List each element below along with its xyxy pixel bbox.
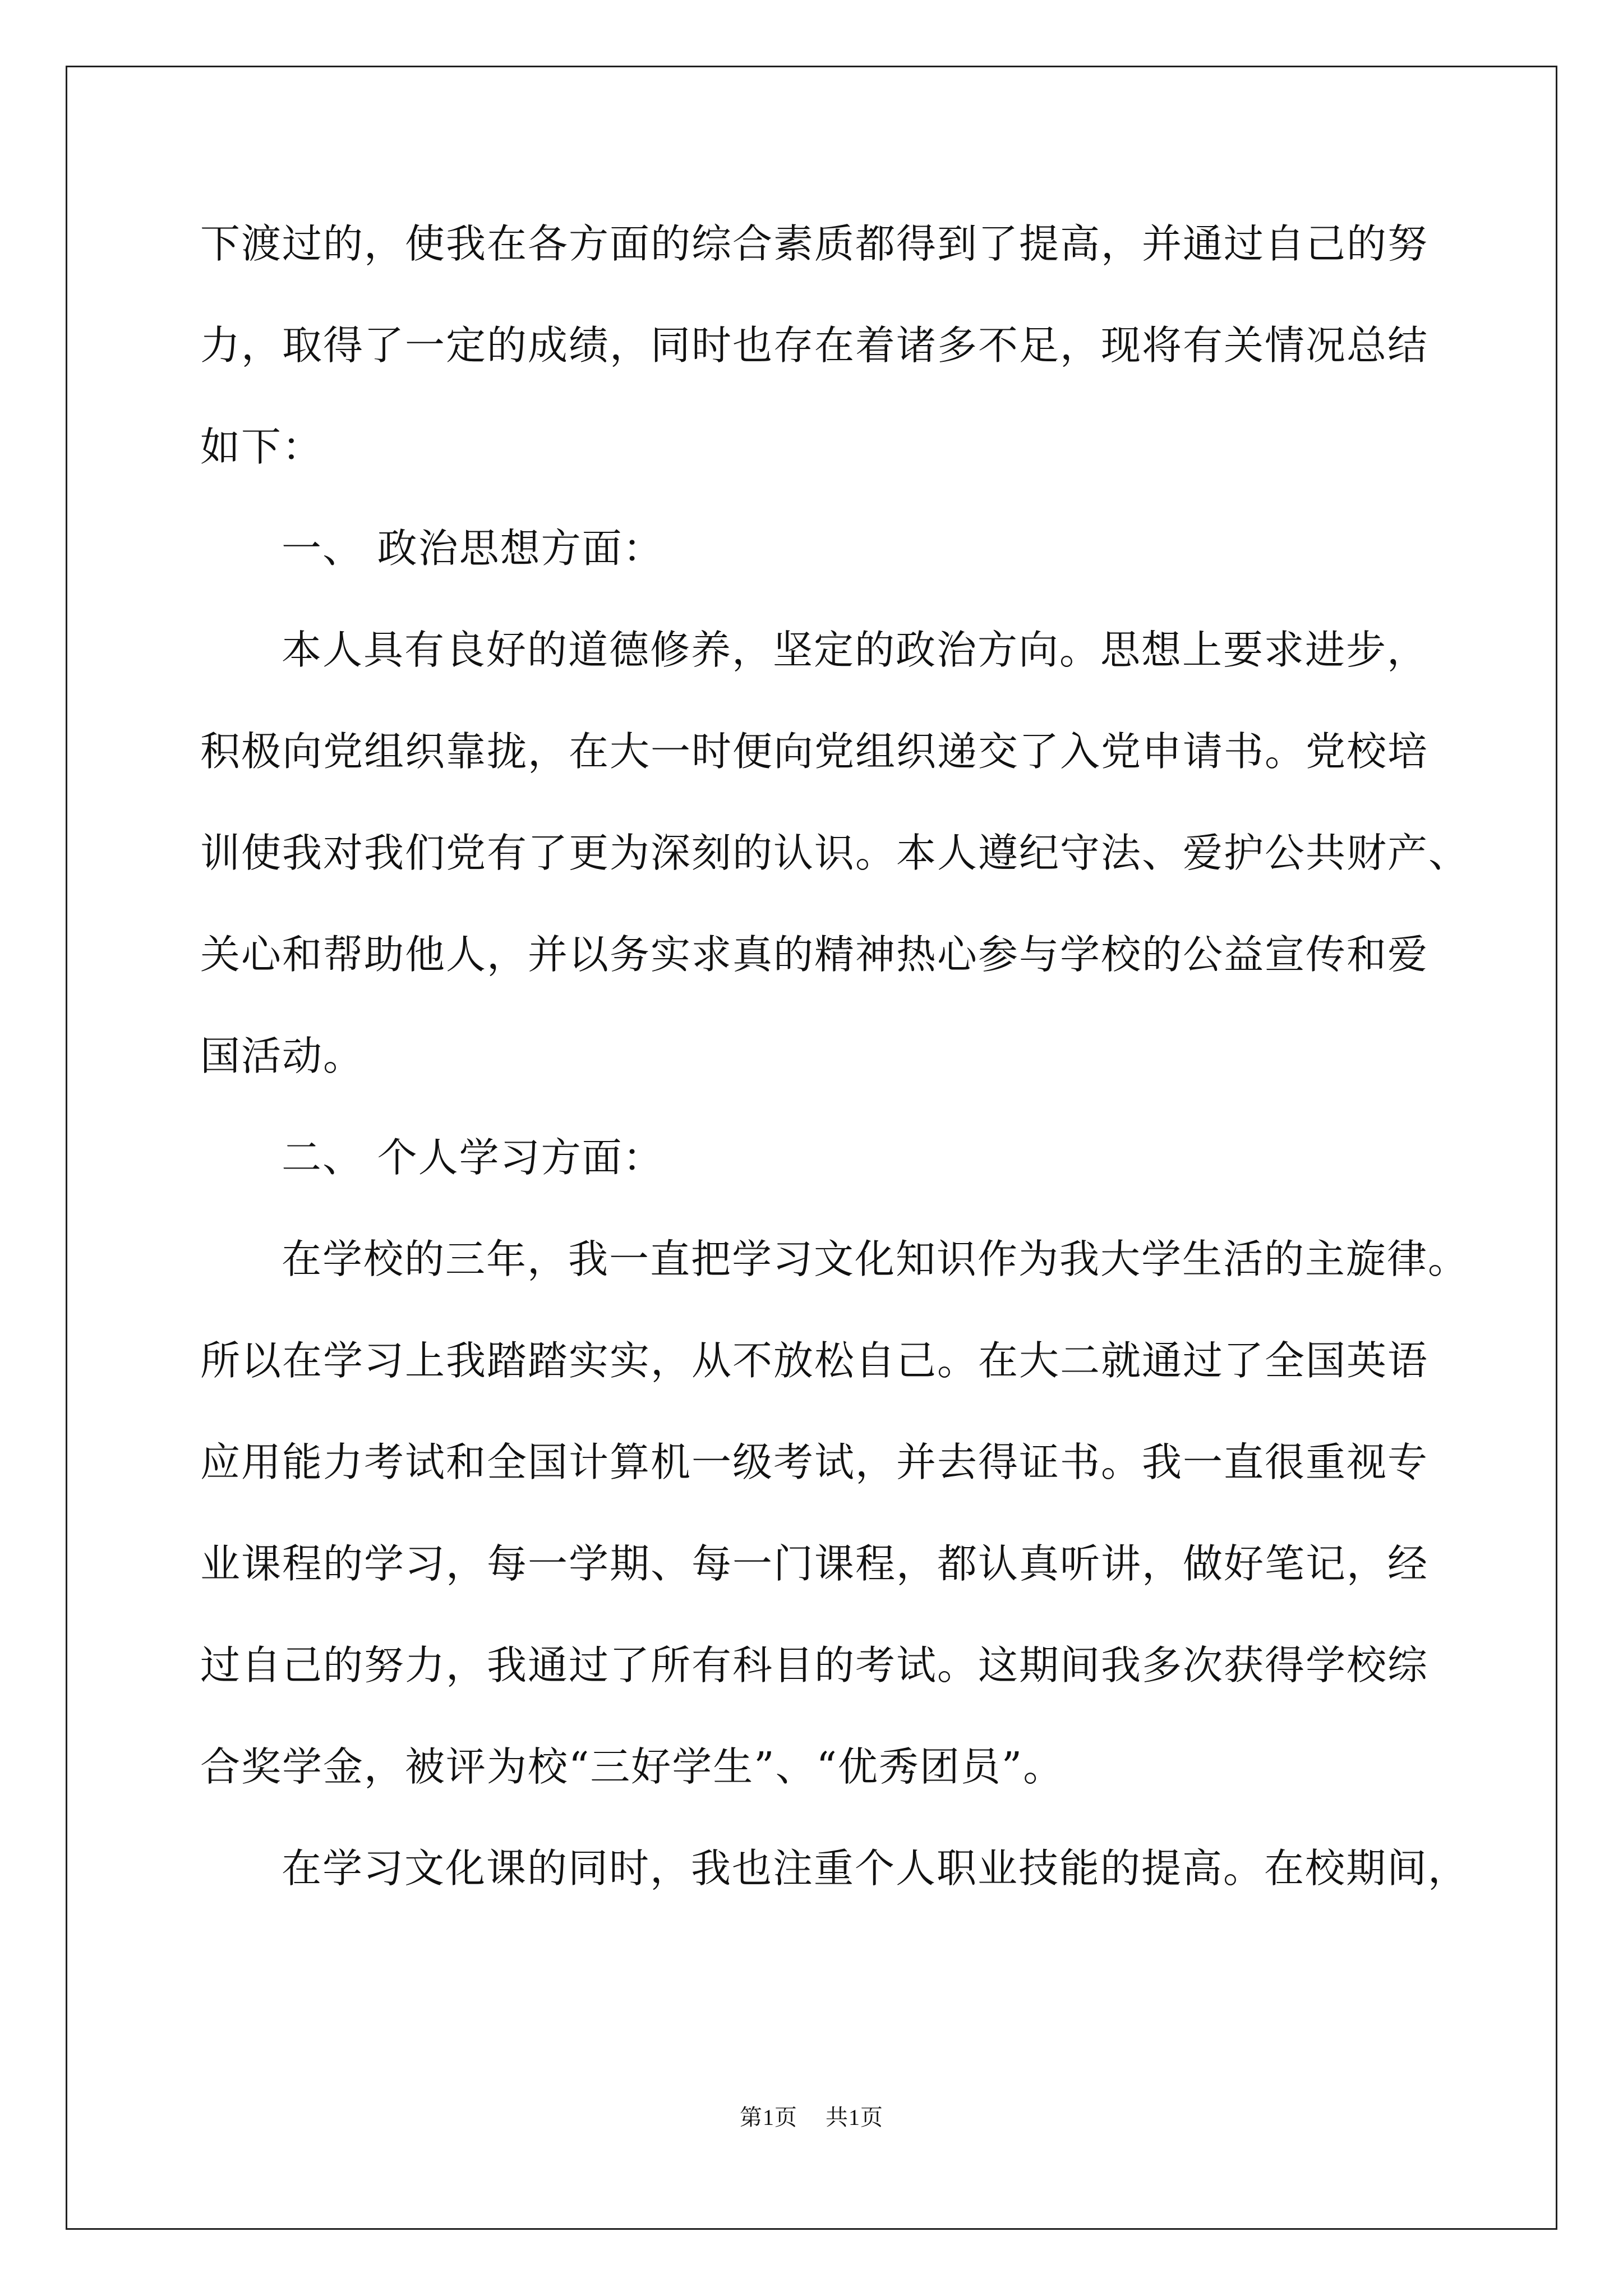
text-line: 国活动。 — [200, 1033, 365, 1079]
page-number: 第1页 — [740, 2105, 797, 2130]
text-line: 关心和帮助他人，并以务实求真的精神热心参与学校的公益宣传和爱 — [200, 931, 1429, 978]
text-line: 合奖学金，被评为校“三好学生”、“优秀团员”。 — [200, 1743, 1064, 1790]
text-line: 在学校的三年，我一直把学习文化知识作为我大学生活的主旋律。 — [282, 1236, 1469, 1282]
text-line: 力，取得了一定的成绩，同时也存在着诸多不足，现将有关情况总结 — [200, 322, 1429, 369]
text-line: 业课程的学习，每一学期、每一门课程，都认真听讲，做好笔记，经 — [200, 1540, 1429, 1587]
page-footer — [0, 2101, 1623, 2134]
page-total: 共1页 — [826, 2105, 883, 2130]
text-line: 过自己的努力，我通过了所有科目的考试。这期间我多次获得学校综 — [200, 1642, 1429, 1688]
text-line: 训使我对我们党有了更为深刻的认识。本人遵纪守法、爱护公共财产、 — [200, 830, 1470, 876]
text-line: 积极向党组织靠拢，在大一时便向党组织递交了入党申请书。党校培 — [200, 728, 1429, 775]
section-heading-study: 二、 个人学习方面： — [282, 1134, 664, 1181]
text-line: 如下： — [200, 424, 324, 470]
text-line: 应用能力考试和全国计算机一级考试，并去得证书。我一直很重视专 — [200, 1439, 1429, 1485]
text-line: 所以在学习上我踏踏实实，从不放松自己。在大二就通过了全国英语 — [200, 1337, 1429, 1384]
text-line: 在学习文化课的同时，我也注重个人职业技能的提高。在校期间， — [282, 1845, 1469, 1892]
text-line: 下渡过的，使我在各方面的综合素质都得到了提高，并通过自己的努 — [200, 220, 1429, 267]
text-line: 本人具有良好的道德修养，坚定的政治方向。思想上要求进步， — [282, 627, 1428, 673]
section-heading-political: 一、 政治思想方面： — [282, 525, 664, 572]
